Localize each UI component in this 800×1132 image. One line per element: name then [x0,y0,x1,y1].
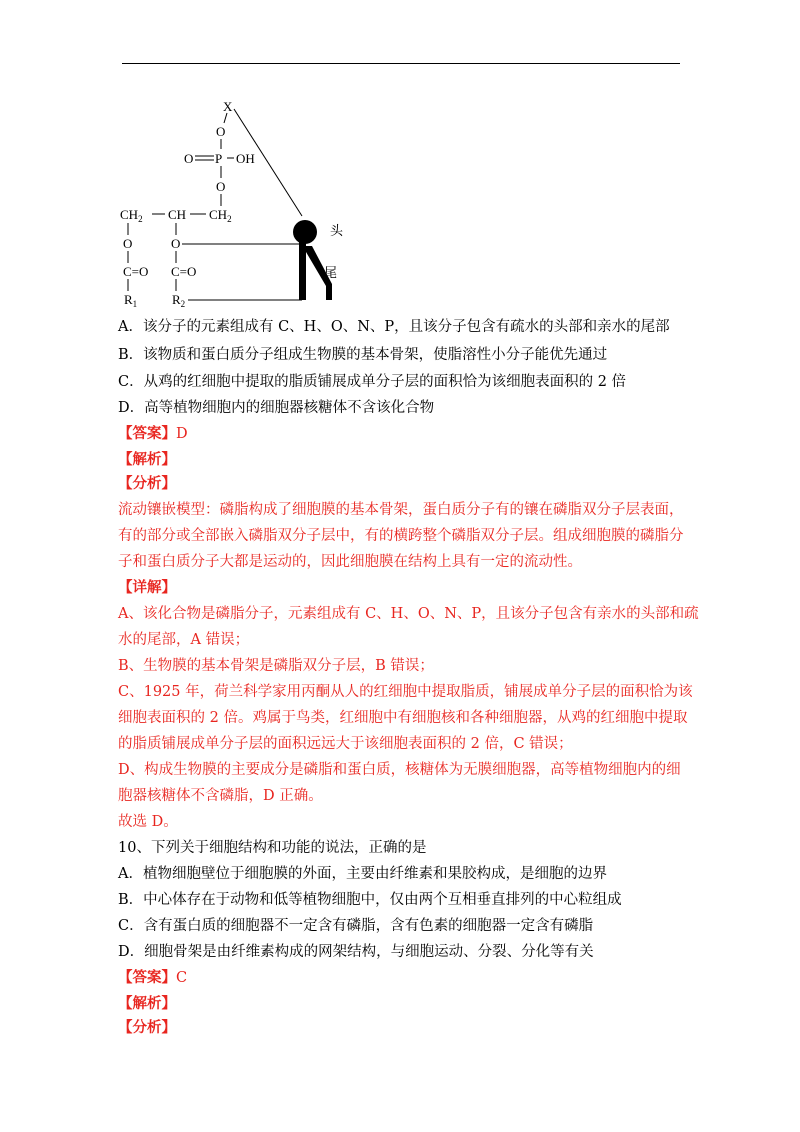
q10-option-a: A．植物细胞壁位于细胞膜的外面，主要由纤维素和果胶构成，是细胞的边界 [118,866,607,882]
q9-detail-line: 细胞表面积的 2 倍。鸡属于鸟类，红细胞中有细胞核和各种细胞器，从鸡的红细胞中提取 [118,710,688,726]
tail-label: 尾 [324,265,338,280]
carbonyl-right: C=O [171,264,197,279]
q10-option-c: C．含有蛋白质的细胞器不一定含有磷脂，含有色素的细胞器一定含有磷脂 [118,918,594,934]
q9-detail-line: C、1925 年，荷兰科学家用丙酮从人的红细胞中提取脂质，铺展成单分子层的面积恰为该 [118,684,693,700]
ch-mid: CH [168,207,187,222]
q9-detail-line: A、该化合物是磷脂分子，元素组成有 C、H、O、N、P，且该分子包含有亲水的头部和疏 [118,606,699,622]
q9-option-c: C．从鸡的红细胞中提取的脂质铺展成单分子层的面积恰为该细胞表面积的 2 倍 [118,374,627,390]
ch2-right: $CH_2$ [209,207,232,224]
q9-analysis-line: 有的部分或全部嵌入磷脂双分子层中，有的横跨整个磷脂双分子层。组成细胞膜的磷脂分 [118,528,684,544]
q9-option-b: B．该物质和蛋白质分子组成生物膜的基本骨架，使脂溶性小分子能优先通过 [118,347,608,363]
q9-fenxi-tag: 【分析】 [118,475,176,492]
phospholipid-tail-left [299,242,306,300]
r2-group: $R_2$ [172,292,186,309]
atom-o-double: O [184,151,194,166]
atom-o-lower: O [216,179,226,194]
head-label: 头 [330,223,344,238]
q10-answer-tag: 【答案】 [118,969,176,986]
q10-answer [118,968,187,988]
q9-answer-tag: 【答案】 [118,425,176,442]
q10-option-b: B．中心体存在于动物和低等植物细胞中，仅由两个互相垂直排列的中心粒组成 [118,892,622,908]
q9-detail-line: 水的尾部，A 错误； [118,632,250,648]
r1-group: $R_1$ [124,292,138,309]
q10-fenxi-tag: 【分析】 [118,1019,176,1036]
ester-o-left: O [123,236,133,251]
q9-detail-line: 胞器核糖体不含磷脂，D 正确。 [118,788,323,804]
carbonyl-left: C=O [123,264,149,279]
atom-o-upper: O [216,124,226,139]
q10-stem: 10、下列关于细胞结构和功能的说法，正确的是 [118,840,427,856]
q10-option-d: D．细胞骨架是由纤维素构成的网架结构，与细胞运动、分裂、分化等有关 [118,944,594,960]
group-oh: OH [236,151,255,166]
q9-answer-value: D [176,426,188,442]
q9-detail-line: D、构成生物膜的主要成分是磷脂和蛋白质，核糖体为无膜细胞器，高等植物细胞内的细 [118,762,681,778]
ch2-left: $CH_2$ [120,207,143,224]
phospholipid-structure-diagram [110,96,350,312]
phospholipid-head [293,220,317,244]
q10-answer-value: C [176,970,188,986]
q9-detail-line: B、生物膜的基本骨架是磷脂双分子层，B 错误； [118,658,434,674]
q9-conclusion: 故选 D。 [118,814,178,830]
atom-p: P [215,151,223,166]
q9-jiexi-tag: 【解析】 [118,451,176,468]
q9-analysis-line: 子和蛋白质分子大都是运动的，因此细胞膜在结构上具有一定的流动性。 [118,554,582,570]
q9-option-d: D．高等植物细胞内的细胞器核糖体不含该化合物 [118,400,435,416]
header-rule [122,63,680,64]
x-label: X [223,99,233,114]
bond-x-o [224,113,227,123]
q9-analysis-line: 流动镶嵌模型：磷脂构成了细胞膜的基本骨架，蛋白质分子有的镶在磷脂双分子层表面， [118,502,684,518]
q10-jiexi-tag: 【解析】 [118,995,176,1012]
ester-o-right: O [171,236,181,251]
q9-xiangjie-tag: 【详解】 [118,579,176,596]
q9-detail-line: 的脂质铺展成单分子层的面积远远大于该细胞表面积的 2 倍，C 错误； [118,736,573,752]
q9-option-a: A．该分子的元素组成有 C、H、O、N、P，且该分子包含有疏水的头部和亲水的尾部 [118,319,670,335]
q9-answer [118,424,188,444]
